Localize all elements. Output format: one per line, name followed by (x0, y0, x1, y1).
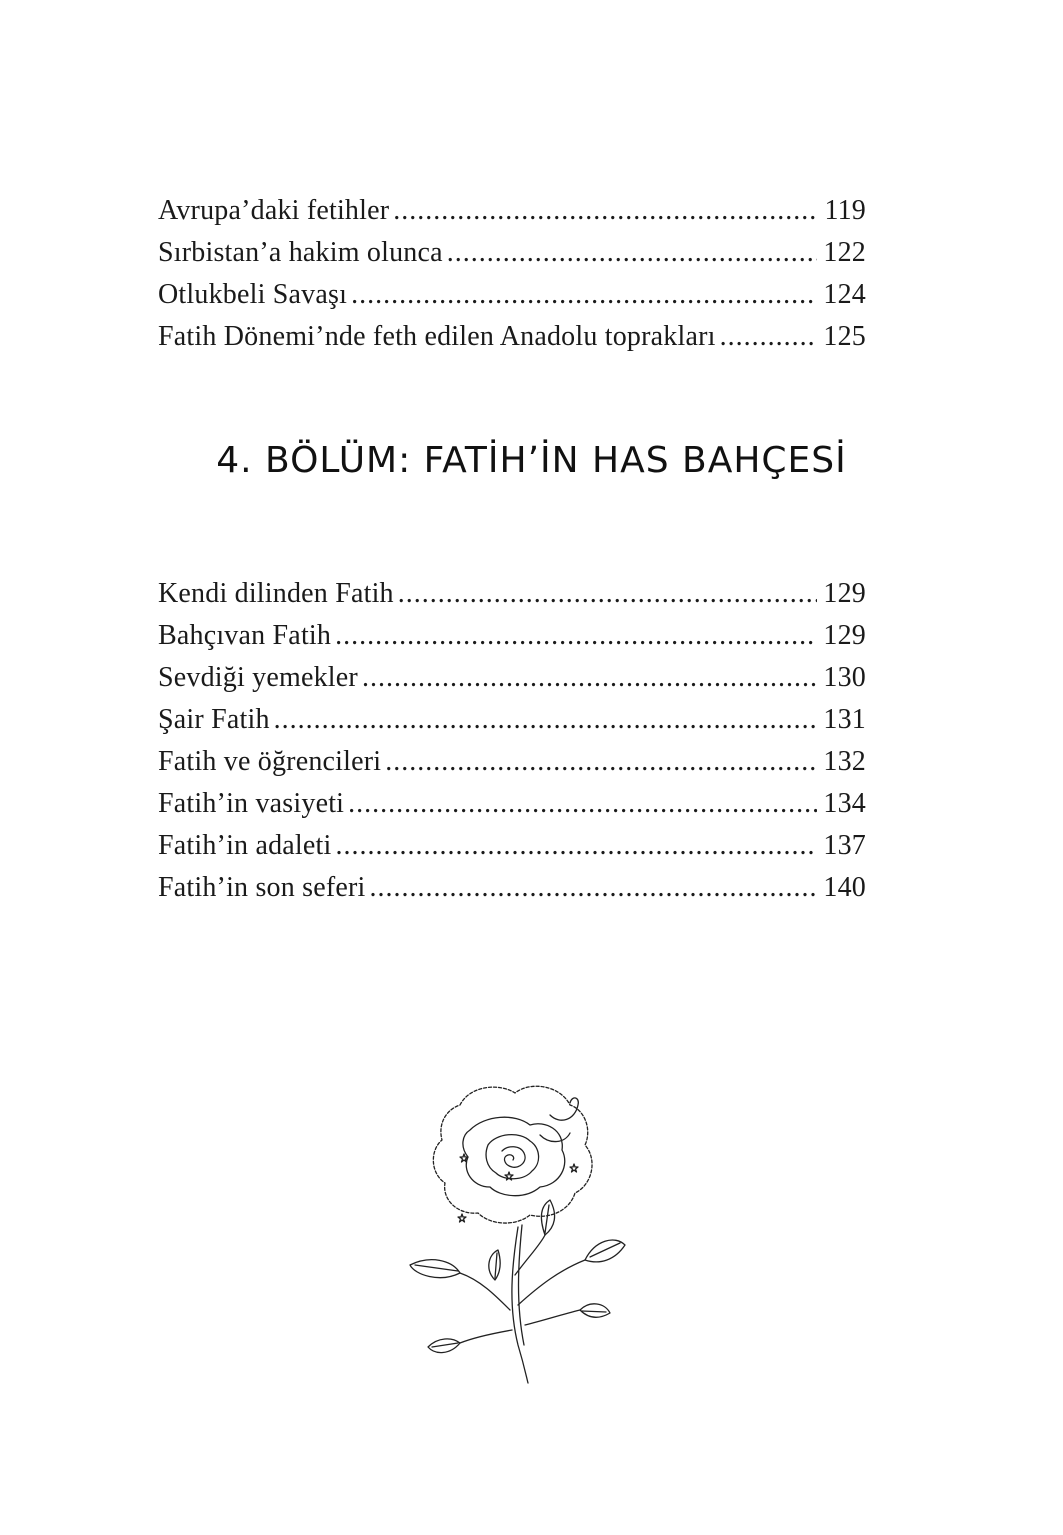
toc-section-3-continued (158, 190, 866, 358)
toc-entry (158, 741, 866, 783)
toc-entry-page: 140 (823, 872, 866, 903)
toc-leader-dots (351, 274, 817, 316)
toc-entry (158, 615, 866, 657)
toc-leader-dots (335, 825, 817, 867)
toc-entry-title: Fatih’in son seferi (158, 872, 366, 903)
toc-entry-title: Otlukbeli Savaşı (158, 279, 348, 310)
toc-entry-title: Fatih ve öğrencileri (158, 746, 382, 777)
toc-entry-page: 137 (823, 830, 866, 861)
toc-leader-dots (393, 190, 818, 232)
toc-entry (158, 232, 866, 274)
toc-entry (158, 316, 866, 358)
chapter-heading: 4. BÖLÜM: FATİH’İN HAS BAHÇESİ (216, 440, 847, 481)
toc-entry-title: Sevdiği yemekler (158, 662, 358, 693)
toc-leader-dots (720, 316, 818, 358)
toc-entry-page: 124 (823, 279, 866, 310)
toc-entry (158, 274, 866, 316)
toc-entry-page: 129 (823, 578, 866, 609)
toc-entry-title: Şair Fatih (158, 704, 270, 735)
toc-leader-dots (348, 783, 817, 825)
toc-entry (158, 825, 866, 867)
toc-entry-page: 122 (823, 237, 866, 268)
toc-entry-page: 125 (823, 321, 866, 352)
toc-section-4 (158, 573, 866, 909)
toc-entry-page: 134 (823, 788, 866, 819)
toc-entry (158, 783, 866, 825)
toc-entry-title: Fatih’in vasiyeti (158, 788, 345, 819)
toc-entry-title: Fatih’in adaleti (158, 830, 332, 861)
toc-leader-dots (362, 657, 817, 699)
toc-entry-page: 129 (823, 620, 866, 651)
toc-entry (158, 699, 866, 741)
toc-entry (158, 657, 866, 699)
toc-leader-dots (398, 573, 818, 615)
toc-entry (158, 867, 866, 909)
toc-entry-title: Sırbistan’a hakim olunca (158, 237, 443, 268)
toc-leader-dots (370, 867, 818, 909)
rose-drawing-icon (400, 1075, 640, 1385)
toc-entry-page: 130 (823, 662, 866, 693)
toc-leader-dots (385, 741, 817, 783)
toc-entry-title: Bahçıvan Fatih (158, 620, 332, 651)
toc-entry-title: Kendi dilinden Fatih (158, 578, 394, 609)
toc-entry-title: Avrupa’daki fetihler (158, 195, 390, 226)
toc-entry-page: 119 (824, 195, 866, 226)
toc-leader-dots (335, 615, 817, 657)
toc-entry-title: Fatih Dönemi’nde feth edilen Anadolu toprakları (158, 321, 716, 352)
toc-entry (158, 190, 866, 232)
toc-leader-dots (447, 232, 818, 274)
toc-entry-page: 132 (823, 746, 866, 777)
toc-entry-page: 131 (823, 704, 866, 735)
toc-leader-dots (274, 699, 818, 741)
toc-entry (158, 573, 866, 615)
